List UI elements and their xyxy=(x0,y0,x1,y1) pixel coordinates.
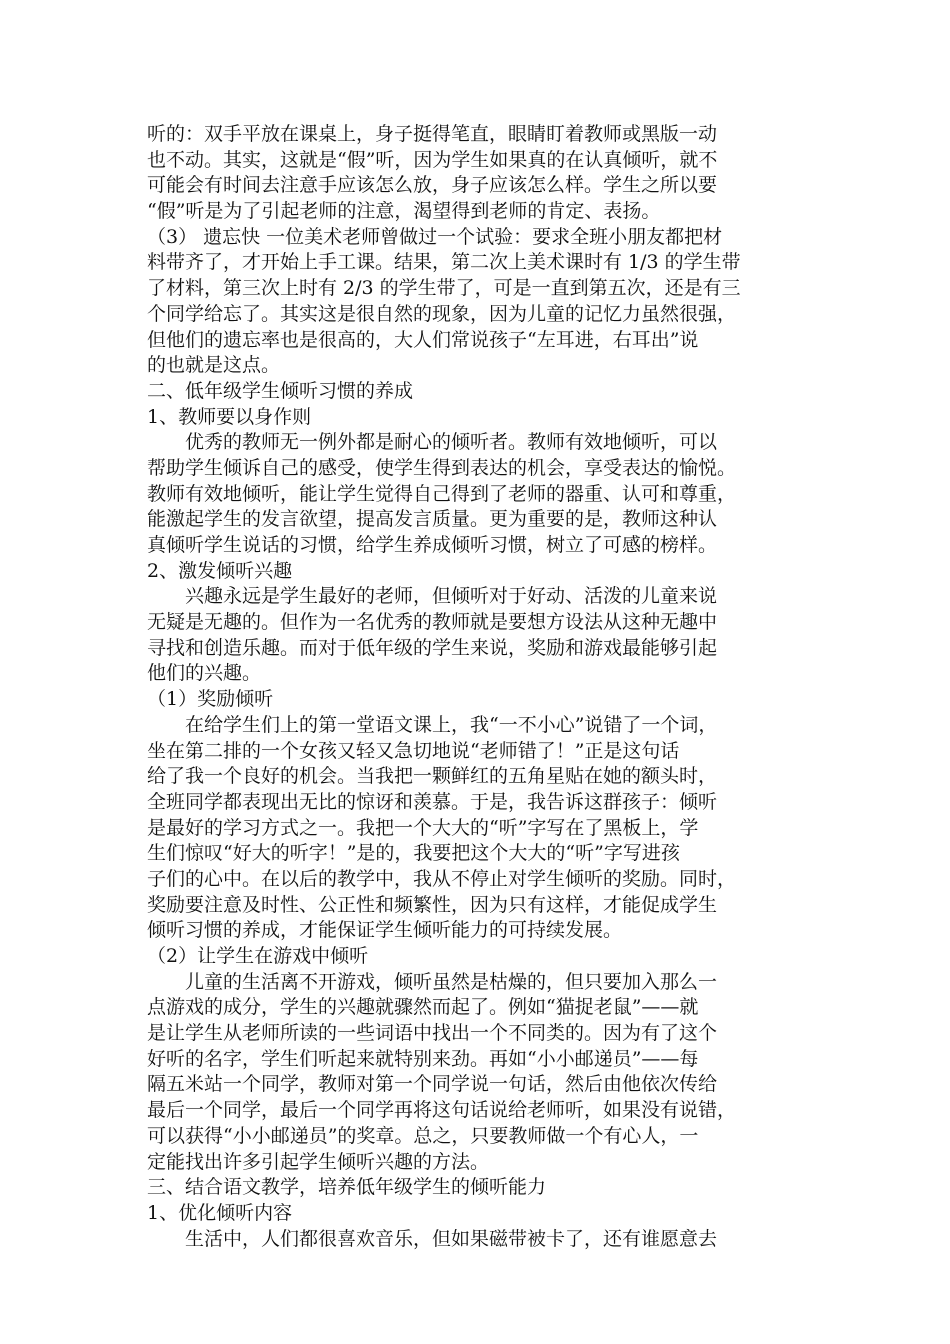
text-line: “假”听是为了引起老师的注意，渴望得到老师的肯定、表扬。 xyxy=(147,200,661,223)
document-body xyxy=(147,122,807,1252)
text-line: 他们的兴趣。 xyxy=(147,662,262,685)
text-line: 点游戏的成分，学生的兴趣就骤然而起了。例如“猫捉老鼠”——就 xyxy=(147,996,699,1019)
text-line: 也不动。其实，这就是“假”听，因为学生如果真的在认真倾听，就不 xyxy=(147,148,718,171)
text-line: 个同学给忘了。其实这是很自然的现象，因为儿童的记忆力虽然很强， xyxy=(147,302,737,325)
text-line: 二、低年级学生倾听习惯的养成 xyxy=(147,379,414,402)
text-line: 儿童的生活离不开游戏，倾听虽然是枯燥的，但只要加入那么一 xyxy=(185,970,718,993)
text-line: 是让学生从老师所读的一些词语中找出一个不同类的。因为有了这个 xyxy=(147,1022,718,1045)
text-line: 了材料，第三次上时有 2/3 的学生带了，可是一直到第五次，还是有三 xyxy=(147,277,741,300)
text-line: 可能会有时间去注意手应该怎么放，身子应该怎么样。学生之所以要 xyxy=(147,174,718,197)
text-line: 帮助学生倾诉自己的感受，使学生得到表达的机会，享受表达的愉悦。 xyxy=(147,456,737,479)
text-line: 奖励要注意及时性、公正性和频繁性，因为只有这样，才能促成学生 xyxy=(147,893,718,916)
text-line: 听的：双手平放在课桌上，身子挺得笔直，眼睛盯着教师或黑版一动 xyxy=(147,123,718,145)
text-line: 无疑是无趣的。但作为一名优秀的教师就是要想方设法从这种无趣中 xyxy=(147,611,718,634)
text-line: 优秀的教师无一例外都是耐心的倾听者。教师有效地倾听，可以 xyxy=(185,431,718,454)
text-line: 但他们的遗忘率也是很高的，大人们常说孩子“左耳进，右耳出”说 xyxy=(147,328,699,351)
text-line: 能激起学生的发言欲望，提高发言质量。更为重要的是，教师这种认 xyxy=(147,508,718,531)
text-line: 在给学生们上的第一堂语文课上，我“一不小心”说错了一个词， xyxy=(185,713,718,736)
text-line: 最后一个同学，最后一个同学再将这句话说给老师听，如果没有说错， xyxy=(147,1099,737,1122)
text-line: 生们惊叹“好大的听字！”是的，我要把这个大大的“听”字写进孩 xyxy=(147,842,680,865)
text-line: （3） 遗忘快 一位美术老师曾做过一个试验：要求全班小朋友都把材 xyxy=(147,225,723,248)
text-line: 教师有效地倾听，能让学生觉得自己得到了老师的器重、认可和尊重， xyxy=(147,482,737,505)
text-line: （1）奖励倾听 xyxy=(147,688,274,711)
text-line: 全班同学都表现出无比的惊讶和羡慕。于是，我告诉这群孩子：倾听 xyxy=(147,790,718,813)
text-line: 寻找和创造乐趣。而对于低年级的学生来说，奖励和游戏最能够引起 xyxy=(147,636,718,659)
text-line: 料带齐了，才开始上手工课。结果，第二次上美术课时有 1/3 的学生带 xyxy=(147,251,741,274)
text-line: 1、优化倾听内容 xyxy=(147,1201,293,1224)
text-line: 坐在第二排的一个女孩又轻又急切地说“老师错了！”正是这句话 xyxy=(147,739,680,762)
text-line: 定能找出许多引起学生倾听兴趣的方法。 xyxy=(147,1150,490,1173)
text-line: 可以获得“小小邮递员”的奖章。总之，只要教师做一个有心人，一 xyxy=(147,1124,699,1147)
text-line: 隔五米站一个同学，教师对第一个同学说一句话，然后由他依次传给 xyxy=(147,1073,718,1096)
text-line: 三、结合语文教学，培养低年级学生的倾听能力 xyxy=(147,1176,547,1199)
text-line: 好听的名字，学生们听起来就特别来劲。再如“小小邮递员”——每 xyxy=(147,1047,699,1070)
text-line: 生活中，人们都很喜欢音乐，但如果磁带被卡了，还有谁愿意去 xyxy=(185,1227,718,1250)
text-line: 的也就是这点。 xyxy=(147,354,281,377)
text-line: 真倾听学生说话的习惯，给学生养成倾听习惯，树立了可感的榜样。 xyxy=(147,534,718,556)
text-line: 2、激发倾听兴趣 xyxy=(147,559,293,582)
text-line: 兴趣永远是学生最好的老师，但倾听对于好动、活泼的儿童来说 xyxy=(185,585,718,608)
text-line: 是最好的学习方式之一。我把一个大大的“听”字写在了黑板上，学 xyxy=(147,816,699,839)
text-line: 倾听习惯的养成，才能保证学生倾听能力的可持续发展。 xyxy=(147,919,623,942)
text-line: 1、教师要以身作则 xyxy=(147,405,312,428)
text-line: （2）让学生在游戏中倾听 xyxy=(147,945,369,967)
text-line: 给了我一个良好的机会。当我把一颗鲜红的五角星贴在她的额头时， xyxy=(147,765,718,788)
text-line: 子们的心中。在以后的教学中，我从不停止对学生倾听的奖励。同时， xyxy=(147,867,737,890)
document-page xyxy=(147,122,807,1252)
